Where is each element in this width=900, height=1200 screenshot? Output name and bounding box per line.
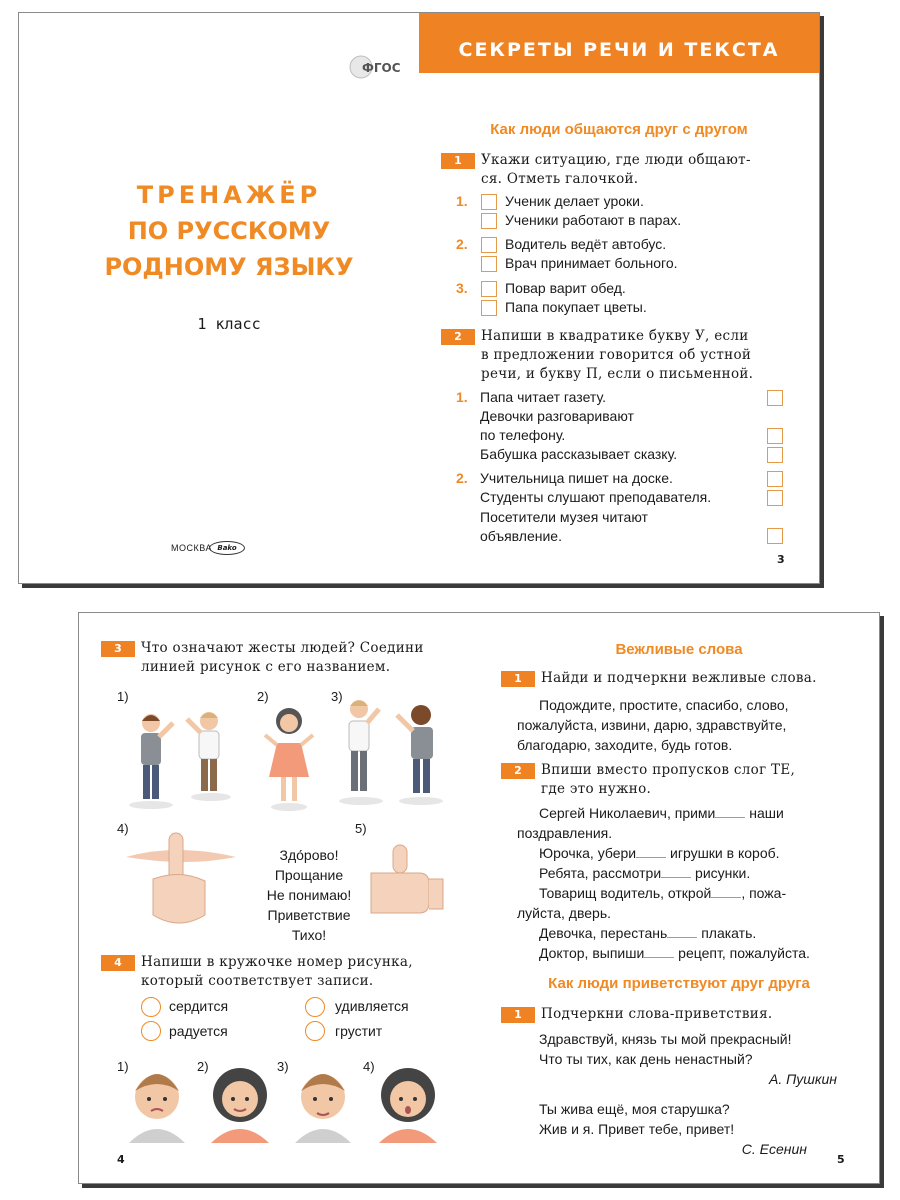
emotion-label: сердится bbox=[169, 998, 229, 1014]
task-text bbox=[141, 953, 413, 991]
checkbox[interactable] bbox=[481, 281, 497, 297]
text-line: пожалуйста, извини, дарю, здравствуйте, bbox=[517, 717, 787, 733]
option-number: 2. bbox=[456, 470, 468, 486]
page-spread-2 bbox=[78, 612, 880, 1184]
picture-label: 3) bbox=[277, 1059, 289, 1074]
blank-field[interactable] bbox=[667, 937, 697, 938]
checkbox[interactable] bbox=[481, 213, 497, 229]
answer-box[interactable] bbox=[767, 390, 783, 406]
header-title: СЕКРЕТЫ РЕЧИ И ТЕКСТА bbox=[458, 39, 780, 61]
fgos-badge-icon bbox=[349, 51, 401, 81]
poem-author: С. Есенин bbox=[741, 1141, 807, 1157]
cover-title-line-1: ТРЕНАЖЁР bbox=[136, 181, 322, 209]
task-text-line: где это нужно. bbox=[541, 781, 652, 797]
gesture-word: Приветствие bbox=[267, 907, 351, 923]
picture-label: 4) bbox=[117, 821, 129, 836]
gesture-word: Тихо! bbox=[291, 927, 327, 943]
option-text: Ученики работают в парах. bbox=[505, 212, 682, 228]
boys-waving-illustration-1[interactable] bbox=[121, 693, 241, 813]
option-text: Водитель ведёт автобус. bbox=[505, 236, 667, 252]
answer-circle[interactable] bbox=[141, 997, 161, 1017]
task-text-line: Что означают жесты людей? Соедини bbox=[141, 640, 424, 656]
checkbox[interactable] bbox=[481, 237, 497, 253]
task-text bbox=[481, 327, 753, 384]
boy-face-illustration[interactable] bbox=[291, 1061, 355, 1143]
emotion-label: радуется bbox=[169, 1023, 228, 1039]
gesture-word: Не понимаю! bbox=[266, 887, 352, 903]
task-4 bbox=[101, 953, 451, 991]
poem-line: Жив и я. Привет тебе, привет! bbox=[539, 1121, 735, 1137]
boys-greeting-illustration-3[interactable] bbox=[331, 691, 451, 811]
text-line: Подождите, простите, спасибо, слово, bbox=[539, 697, 789, 713]
option-number: 1. bbox=[456, 389, 468, 405]
task-text-line: Впиши вместо пропусков слог ТЕ, bbox=[541, 762, 796, 778]
task-number: 2 bbox=[441, 329, 475, 345]
task-number: 4 bbox=[101, 955, 135, 971]
task-text: Найди и подчеркни вежливые слова. bbox=[541, 670, 817, 686]
checkbox[interactable] bbox=[481, 300, 497, 316]
picture-label: 5) bbox=[355, 821, 367, 836]
task-polite-2 bbox=[501, 761, 871, 799]
picture-label: 1) bbox=[117, 1059, 129, 1074]
task-text bbox=[481, 151, 751, 189]
blank-field[interactable] bbox=[711, 897, 741, 898]
picture-label: 3) bbox=[331, 689, 343, 704]
task-text-line: ся. Отметь галочкой. bbox=[481, 171, 639, 187]
poem-line: Ты жива ещё, моя старушка? bbox=[539, 1101, 730, 1117]
sentence-text: объявление. bbox=[480, 528, 562, 544]
task-number: 1 bbox=[501, 671, 535, 687]
task-number: 2 bbox=[501, 763, 535, 779]
option-text: Повар варит обед. bbox=[505, 280, 626, 296]
option-text: Врач принимает больного. bbox=[505, 255, 678, 271]
task-text bbox=[141, 639, 424, 677]
task-1 bbox=[441, 151, 811, 189]
gesture-word-list bbox=[249, 845, 369, 945]
poem-pushkin bbox=[539, 1029, 859, 1089]
blank-field[interactable] bbox=[644, 957, 674, 958]
picture-label: 4) bbox=[363, 1059, 375, 1074]
task-text-line: речи, и букву П, если о письменной. bbox=[481, 366, 754, 382]
poem-line: Здравствуй, князь ты мой прекрасный! bbox=[539, 1031, 792, 1047]
checkbox[interactable] bbox=[481, 256, 497, 272]
task-text-line: Напиши в квадратике букву У, если bbox=[481, 328, 749, 344]
blank-field[interactable] bbox=[715, 817, 745, 818]
option-text: Папа покупает цветы. bbox=[505, 299, 647, 315]
option-text: Ученик делает уроки. bbox=[505, 193, 644, 209]
page-number: 3 bbox=[777, 553, 785, 566]
girl-face-illustration[interactable] bbox=[375, 1059, 441, 1143]
header-bar bbox=[419, 13, 819, 73]
page-number-right: 5 bbox=[837, 1153, 845, 1166]
task-number: 1 bbox=[501, 1007, 535, 1023]
answer-box[interactable] bbox=[767, 447, 783, 463]
section-title-polite-words: Вежливые слова bbox=[615, 641, 743, 658]
answer-circle[interactable] bbox=[305, 997, 325, 1017]
thumbs-up-illustration-5[interactable] bbox=[363, 839, 445, 921]
picture-label: 1) bbox=[117, 689, 129, 704]
answer-box[interactable] bbox=[767, 490, 783, 506]
girl-gesture-illustration-2[interactable] bbox=[259, 703, 319, 813]
section-title: Как люди общаются друг с другом bbox=[490, 121, 748, 138]
cover-title-line-2: ПО РУССКОМУ bbox=[127, 217, 331, 245]
emotion-label: удивляется bbox=[335, 998, 409, 1014]
task-2 bbox=[441, 327, 811, 384]
sentence-text: Папа читает газету. bbox=[480, 389, 606, 405]
picture-label: 2) bbox=[197, 1059, 209, 1074]
poem-author: А. Пушкин bbox=[769, 1071, 837, 1087]
task-text-line: Укажи ситуацию, где люди общают- bbox=[481, 152, 751, 168]
finger-on-lips-illustration-4[interactable] bbox=[121, 827, 241, 933]
task-number: 1 bbox=[441, 153, 475, 169]
task-polite-1 bbox=[501, 669, 871, 688]
answer-box[interactable] bbox=[767, 471, 783, 487]
answer-box[interactable] bbox=[767, 528, 783, 544]
answer-circle[interactable] bbox=[141, 1021, 161, 1041]
task-3 bbox=[101, 639, 451, 677]
task-text-line: Напиши в кружочке номер рисунка, bbox=[141, 954, 413, 970]
option-number: 1. bbox=[456, 193, 468, 209]
task-greetings-1 bbox=[501, 1005, 871, 1024]
picture-label: 2) bbox=[257, 689, 269, 704]
gesture-word: Здо́рово! bbox=[279, 847, 339, 863]
page-number-left: 4 bbox=[117, 1153, 125, 1166]
publisher-city: МОСКВА bbox=[171, 543, 212, 553]
girl-face-illustration[interactable] bbox=[207, 1059, 273, 1143]
section-title-greetings: Как люди приветствуют друг друга bbox=[548, 975, 810, 992]
task-text: Подчеркни слова-приветствия. bbox=[541, 1006, 773, 1022]
cover-title-line-3: РОДНОМУ ЯЗЫКУ bbox=[104, 253, 354, 281]
task-number: 3 bbox=[101, 641, 135, 657]
blank-field[interactable] bbox=[661, 877, 691, 878]
blank-field[interactable] bbox=[636, 857, 666, 858]
sentence-text: Бабушка рассказывает сказку. bbox=[480, 446, 678, 462]
sentence-text: Посетители музея читают bbox=[480, 509, 648, 525]
task-text-line: который соответствует записи. bbox=[141, 973, 374, 989]
sentence-text: Учительница пишет на доске. bbox=[480, 470, 673, 486]
polite-words-text bbox=[517, 695, 877, 755]
publisher-logo: Bako bbox=[209, 541, 245, 555]
gesture-word: Прощание bbox=[274, 867, 344, 883]
boy-face-illustration[interactable] bbox=[125, 1061, 189, 1143]
poem-line: Что ты тих, как день ненастный? bbox=[539, 1051, 753, 1067]
sentence-text: по телефону. bbox=[480, 427, 566, 443]
checkbox[interactable] bbox=[481, 194, 497, 210]
sentence-text: Студенты слушают преподавателя. bbox=[480, 489, 712, 505]
option-number: 3. bbox=[456, 280, 468, 296]
grade-label: 1 класс bbox=[197, 315, 261, 333]
answer-box[interactable] bbox=[767, 428, 783, 444]
fill-in-text: Сергей Николаевич, прими наши поздравления. Юрочка, убери игрушки в короб. Ребята, рассмотри рисунки. Товарищ водитель, открой , пожа- луйста, дверь. Девочка, перестань плакать. Доктор, выпиши рецепт, пожалуйста. bbox=[517, 805, 810, 961]
task-text bbox=[541, 761, 795, 799]
poem-esenin bbox=[539, 1099, 859, 1159]
task-text-line: в предложении говорится об устной bbox=[481, 347, 752, 363]
fgos-badge-text: ФГОС bbox=[362, 61, 401, 75]
page-spread-1 bbox=[18, 12, 820, 584]
sentence-text: Девочки разговаривают bbox=[480, 408, 634, 424]
answer-circle[interactable] bbox=[305, 1021, 325, 1041]
text-line: благодарю, заходите, будь готов. bbox=[517, 737, 733, 753]
emotion-label: грустит bbox=[335, 1023, 383, 1039]
option-number: 2. bbox=[456, 236, 468, 252]
task-text-line: линией рисунок с его названием. bbox=[141, 659, 391, 675]
